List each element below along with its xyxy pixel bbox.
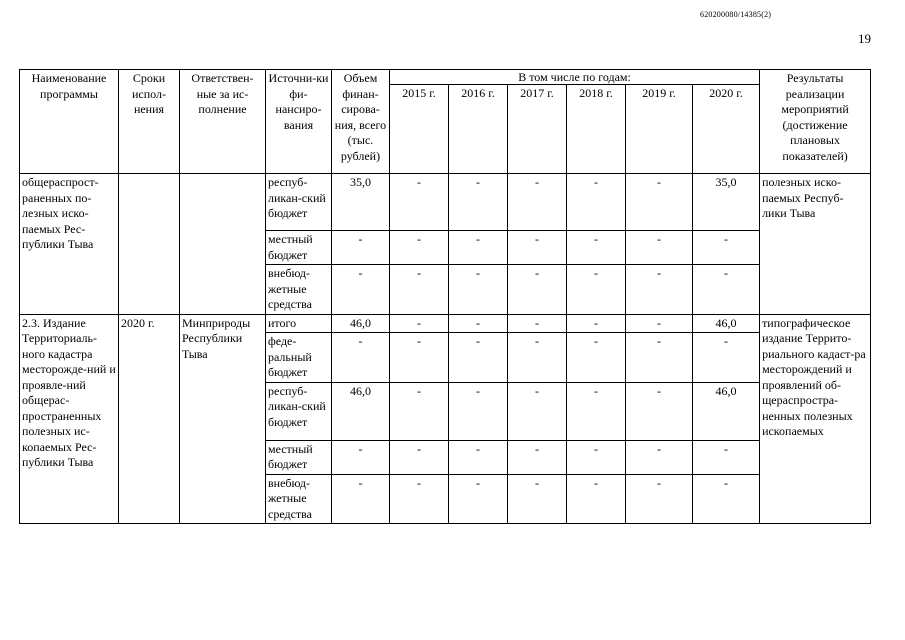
program-name-cell: общераспрост-раненных по-лезных иско-паемых Рес-публики Тыва [20, 174, 119, 315]
year-cell: - [449, 265, 508, 315]
year-cell: - [508, 333, 567, 383]
header-name: Наименование программы [20, 70, 119, 174]
source-cell: респуб-ликан-ский бюджет [266, 382, 332, 440]
year-cell: - [626, 265, 693, 315]
year-cell: - [508, 265, 567, 315]
total-cell: - [332, 440, 390, 474]
source-cell: респуб-ликан-ский бюджет [266, 174, 332, 231]
year-cell: - [449, 440, 508, 474]
year-cell: - [626, 333, 693, 383]
year-cell: - [390, 440, 449, 474]
total-cell: - [332, 333, 390, 383]
total-cell: 46,0 [332, 314, 390, 333]
year-cell: - [626, 231, 693, 265]
year-cell: - [449, 474, 508, 524]
year-cell: - [626, 382, 693, 440]
total-cell: 35,0 [332, 174, 390, 231]
year-cell: - [508, 314, 567, 333]
source-cell: местный бюджет [266, 440, 332, 474]
table-row [20, 314, 871, 333]
year-cell: - [449, 333, 508, 383]
year-cell: 46,0 [693, 382, 760, 440]
year-cell: - [390, 231, 449, 265]
terms-cell: 2020 г. [119, 314, 180, 524]
table-row [20, 174, 871, 231]
header-responsible: Ответствен-ные за ис-полнение [180, 70, 266, 174]
result-cell: типографическое издание Террито-риального кадаст-ра месторождений и проявлений об-щераспростра-ненных полезных ископаемых [760, 314, 871, 524]
header-year-2017: 2017 г. [508, 85, 567, 174]
program-table [19, 69, 871, 524]
year-cell: - [567, 382, 626, 440]
source-cell: итого [266, 314, 332, 333]
header-volume: Объем финан-сирова-ния, всего (тыс. рублей) [332, 70, 390, 174]
source-cell: местный бюджет [266, 231, 332, 265]
year-cell: - [567, 265, 626, 315]
year-cell: - [390, 382, 449, 440]
year-cell: - [449, 382, 508, 440]
total-cell: - [332, 265, 390, 315]
year-cell: - [626, 174, 693, 231]
total-cell: - [332, 231, 390, 265]
year-cell: - [508, 174, 567, 231]
document-code: 620200080/14385(2) [700, 10, 772, 19]
header-year-2016: 2016 г. [449, 85, 508, 174]
year-cell: - [567, 314, 626, 333]
header-year-2019: 2019 г. [626, 85, 693, 174]
header-terms: Сроки испол-нения [119, 70, 180, 174]
source-cell: внебюд-жетные средства [266, 474, 332, 524]
total-cell: 46,0 [332, 382, 390, 440]
year-cell: - [567, 440, 626, 474]
program-name-cell: 2.3. Издание Территориаль-ного кадастра месторожде-ний и проявле-ний общерас-пространенных полезных ис-копаемых Рес-публики Тыва [20, 314, 119, 524]
year-cell: - [390, 174, 449, 231]
result-cell: полезных иско-паемых Респуб-лики Тыва [760, 174, 871, 315]
year-cell: - [390, 265, 449, 315]
year-cell: - [390, 474, 449, 524]
year-cell: - [693, 440, 760, 474]
year-cell: 35,0 [693, 174, 760, 231]
year-cell: - [693, 265, 760, 315]
year-cell: - [508, 231, 567, 265]
terms-cell [119, 174, 180, 315]
year-cell: - [693, 333, 760, 383]
year-cell: 46,0 [693, 314, 760, 333]
header-row-1 [20, 70, 871, 85]
year-cell: - [390, 333, 449, 383]
year-cell: - [567, 231, 626, 265]
year-cell: - [449, 314, 508, 333]
year-cell: - [508, 474, 567, 524]
header-year-2020: 2020 г. [693, 85, 760, 174]
year-cell: - [626, 440, 693, 474]
total-cell: - [332, 474, 390, 524]
year-cell: - [626, 314, 693, 333]
year-cell: - [626, 474, 693, 524]
header-year-2015: 2015 г. [390, 85, 449, 174]
header-year-2018: 2018 г. [567, 85, 626, 174]
header-results: Результаты реализации мероприятий (достижение плановых показателей) [760, 70, 871, 174]
source-cell: феде-ральный бюджет [266, 333, 332, 383]
year-cell: - [508, 382, 567, 440]
year-cell: - [390, 314, 449, 333]
page-number: 19 [858, 31, 871, 46]
year-cell: - [693, 474, 760, 524]
header-by-years: В том числе по годам: [390, 70, 760, 85]
year-cell: - [567, 474, 626, 524]
year-cell: - [508, 440, 567, 474]
responsible-cell: Минприроды Республики Тыва [180, 314, 266, 524]
header-sources: Источни-ки фи-нансиро-вания [266, 70, 332, 174]
year-cell: - [567, 333, 626, 383]
responsible-cell [180, 174, 266, 315]
year-cell: - [449, 174, 508, 231]
year-cell: - [449, 231, 508, 265]
source-cell: внебюд-жетные средства [266, 265, 332, 315]
year-cell: - [693, 231, 760, 265]
year-cell: - [567, 174, 626, 231]
